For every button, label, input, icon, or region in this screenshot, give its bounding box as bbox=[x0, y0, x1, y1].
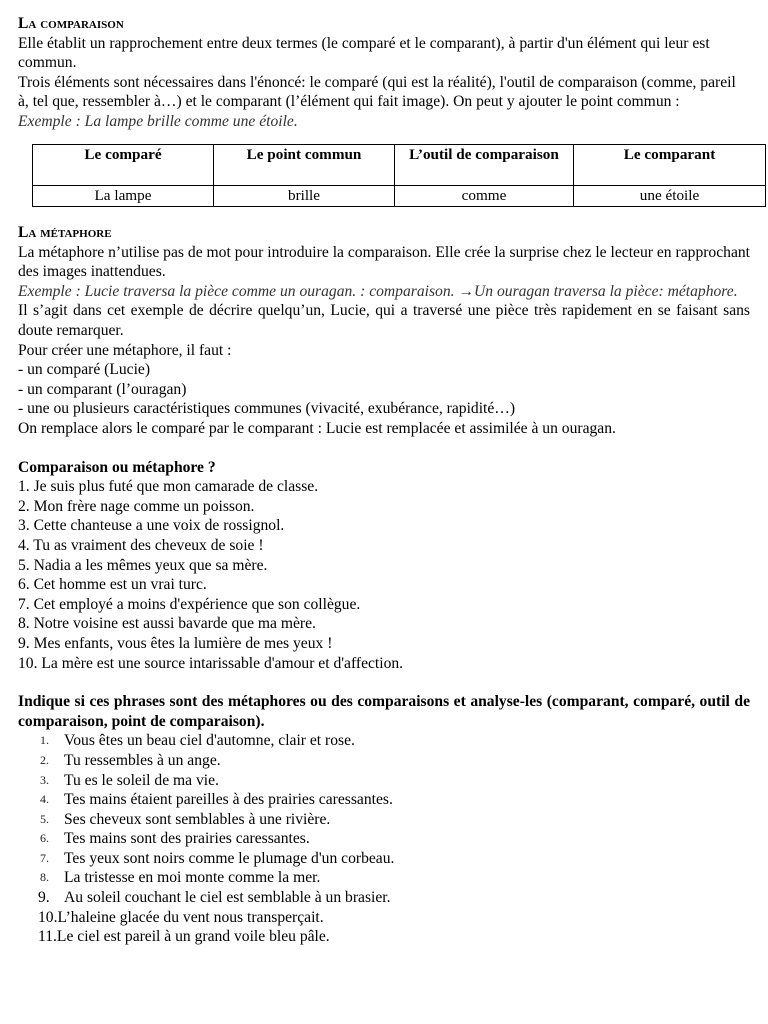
table-header-cell: Le comparé bbox=[33, 144, 214, 185]
list-item: 2. Mon frère nage comme un poisson. bbox=[18, 497, 255, 515]
exercise-title: Comparaison ou métaphore ? bbox=[18, 458, 216, 476]
item-text: Ses cheveux sont semblables à une rivière. bbox=[64, 810, 331, 828]
list-item bbox=[38, 810, 750, 830]
item-number: 10. bbox=[38, 908, 58, 926]
example-text: Exemple : Lucie traversa la pièce comme un ouragan. : comparaison. →Un ouragan traversa la pièce: métaphore. bbox=[18, 282, 738, 300]
table-header-cell: Le point commun bbox=[214, 144, 395, 185]
table-header-cell: L’outil de comparaison bbox=[395, 144, 574, 185]
list-item: 1. Je suis plus futé que mon camarade de classe. bbox=[18, 478, 319, 496]
list-item bbox=[38, 751, 750, 771]
item-text: Le ciel est pareil à un grand voile bleu pâle. bbox=[56, 928, 330, 946]
item-number: 11. bbox=[38, 928, 57, 946]
list-item: - un comparé (Lucie) bbox=[18, 361, 151, 379]
item-text: Tu ressembles à un ange. bbox=[64, 751, 221, 769]
paragraph: Trois éléments sont nécessaires dans l'énoncé: le comparé (qui est la réalité), l'outil de comparaison (comme, pareil à, tel que, ressembler à…) et le comparant (l’élément qui fait image). On peut y ajouter le point commun : bbox=[18, 73, 736, 111]
list-item: 3. Cette chanteuse a une voix de rossignol. bbox=[18, 517, 285, 535]
paragraph: Elle établit un rapprochement entre deux termes (le comparé et le comparant), à partir d'un élément qui leur est commun. bbox=[18, 34, 710, 72]
item-text: Tes mains sont des prairies caressantes. bbox=[64, 830, 310, 848]
list-item: 7. Cet employé a moins d'expérience que son collègue. bbox=[18, 595, 361, 613]
list-item bbox=[38, 868, 750, 888]
item-number: 1. bbox=[40, 733, 49, 748]
list-item: 8. Notre voisine est aussi bavarde que ma mère. bbox=[18, 615, 316, 633]
list-item: 10. La mère est une source intarissable d'amour et d'affection. bbox=[18, 654, 404, 672]
list-item bbox=[38, 771, 750, 791]
list-item: 6. Cet homme est un vrai turc. bbox=[18, 576, 207, 594]
item-number: 9. bbox=[38, 889, 50, 907]
table-row bbox=[33, 185, 766, 207]
exercise-list bbox=[18, 731, 750, 947]
item-number: 3. bbox=[40, 772, 49, 787]
comparison-table bbox=[32, 144, 766, 208]
list-item bbox=[38, 731, 750, 751]
list-item bbox=[38, 829, 750, 849]
paragraph: Pour créer une métaphore, il faut : bbox=[18, 341, 232, 359]
item-number: 5. bbox=[40, 811, 49, 826]
list-item: 9. Mes enfants, vous êtes la lumière de mes yeux ! bbox=[18, 634, 333, 652]
list-item: 5. Nadia a les mêmes yeux que sa mère. bbox=[18, 556, 268, 574]
item-text: Au soleil couchant le ciel est semblable à un brasier. bbox=[64, 889, 391, 907]
table-header-row bbox=[33, 144, 766, 185]
list-item bbox=[38, 888, 750, 908]
item-number: 2. bbox=[40, 752, 49, 767]
item-number: 8. bbox=[40, 870, 49, 885]
item-text: Vous êtes un beau ciel d'automne, clair et rose. bbox=[64, 732, 355, 750]
table-cell: La lampe bbox=[33, 185, 214, 207]
list-item: - un comparant (l’ouragan) bbox=[18, 380, 187, 398]
item-text: Tes yeux sont noirs comme le plumage d'un corbeau. bbox=[64, 849, 395, 867]
item-text: La tristesse en moi monte comme la mer. bbox=[64, 869, 321, 887]
item-number: 4. bbox=[40, 792, 49, 807]
table-header-cell: Le comparant bbox=[574, 144, 766, 185]
list-item bbox=[38, 790, 750, 810]
table-cell: une étoile bbox=[574, 185, 766, 207]
section-heading-comparaison: La comparaison bbox=[18, 15, 124, 32]
item-text: Tes mains étaient pareilles à des prairies caressantes. bbox=[64, 791, 393, 809]
item-text: Tu es le soleil de ma vie. bbox=[64, 771, 219, 789]
list-item: - une ou plusieurs caractéristiques communes (vivacité, exubérance, rapidité…) bbox=[18, 400, 516, 418]
item-number: 6. bbox=[40, 831, 49, 846]
exercise-title: Indique si ces phrases sont des métaphores ou des comparaisons et analyse-les (comparant, comparé, outil de comparaison, point de comparaison). bbox=[18, 693, 750, 730]
list-item bbox=[38, 849, 750, 869]
paragraph: Il s’agit dans cet exemple de décrire quelqu’un, Lucie, qui a traversé une pièce très rapidement en se faisant sans doute remarquer. bbox=[18, 302, 750, 340]
item-number: 7. bbox=[40, 850, 49, 865]
paragraph: On remplace alors le comparé par le comparant : Lucie est remplacée et assimilée à un ouragan. bbox=[18, 420, 616, 437]
list-item: 4. Tu as vraiment des cheveux de soie ! bbox=[18, 536, 264, 554]
list-item bbox=[38, 927, 750, 947]
item-text: L’haleine glacée du vent nous transperçait. bbox=[57, 908, 324, 926]
section-heading-metaphore: La métaphore bbox=[18, 224, 112, 242]
table-cell: brille bbox=[214, 185, 395, 207]
paragraph: La métaphore n’utilise pas de mot pour introduire la comparaison. Elle crée la surprise chez le lecteur en rapprochant des images inattendues. bbox=[18, 243, 750, 281]
table-cell: comme bbox=[395, 185, 574, 207]
exercise-list bbox=[18, 477, 750, 673]
example-text: Exemple : La lampe brille comme une étoile. bbox=[18, 112, 298, 130]
list-item bbox=[38, 908, 750, 928]
